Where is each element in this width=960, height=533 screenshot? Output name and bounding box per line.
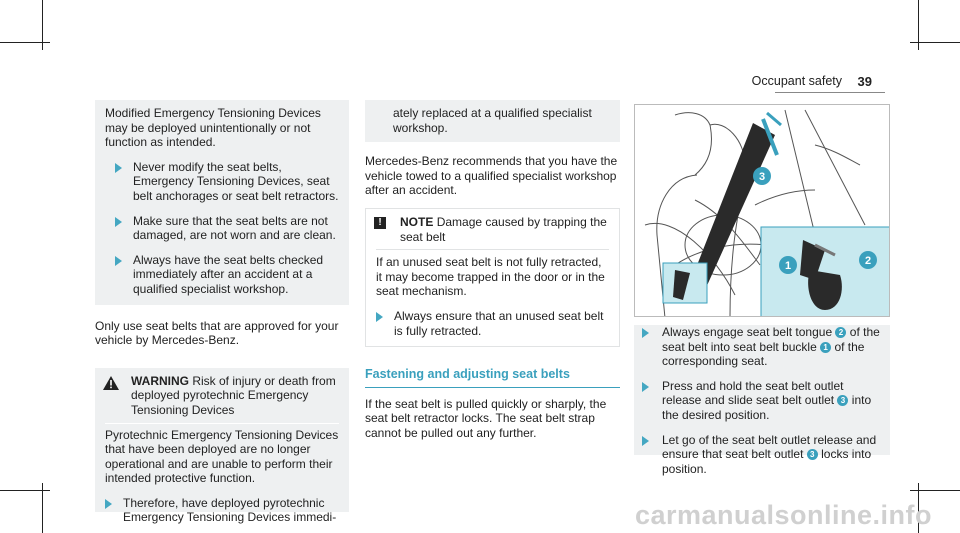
bullet-arrow-icon: [115, 256, 122, 266]
note-text: If an unused seat belt is not fully retracted, it may become trapped in the door or in the seat mechanism.: [376, 255, 605, 299]
warning-triangle-icon: [103, 376, 119, 390]
column-right: [634, 325, 890, 476]
warning-box: [95, 368, 349, 525]
seat-belt-illustration: [634, 104, 890, 317]
watermark: carmanualsonline.info: [634, 500, 932, 530]
callout-2: 2: [864, 255, 872, 267]
section-rule: [365, 387, 620, 388]
list-item: Let go of the seat belt outlet release and ensure that seat belt outlet 3 locks into position.: [634, 433, 880, 477]
info-box: [95, 100, 349, 305]
column-left: [95, 100, 349, 525]
seat-belt-drawing: [635, 105, 890, 317]
callout-3-inline: 3: [837, 395, 848, 406]
bullet-arrow-icon: [642, 328, 649, 338]
warning-label: WARNING: [131, 373, 189, 388]
bullet-arrow-icon: [105, 499, 112, 509]
note-header: [366, 215, 609, 244]
bullet-arrow-icon: [115, 163, 122, 173]
warning-header: [95, 374, 339, 418]
section-title: Fastening and adjusting seat belts: [365, 367, 570, 382]
list-item: Therefore, have deployed pyrotechnic Emergency Tensioning Devices immedi-: [105, 496, 339, 525]
body-paragraph: Only use seat belts that are approved for your vehicle by Mercedes-Benz.: [95, 318, 339, 348]
running-header: Occupant safety: [751, 74, 842, 88]
list-item: Always ensure that an unused seat belt is fully retracted.: [376, 309, 609, 338]
bullet-arrow-icon: [642, 436, 649, 446]
callout-3-inline: 3: [807, 449, 818, 460]
note-exclamation-icon: !: [374, 217, 386, 229]
callout-1: 1: [784, 260, 792, 272]
bullet-arrow-icon: [376, 312, 383, 322]
crop-mark: [918, 0, 919, 50]
warning-continued-text: ately replaced at a qualified specialist workshop.: [393, 106, 592, 135]
callout-3: 3: [758, 171, 766, 183]
bullet-arrow-icon: [642, 382, 649, 392]
page-number: 39: [857, 74, 872, 89]
section-text: If the seat belt is pulled quickly or sharply, the seat belt retractor locks. The seat belt strap cannot be pulled out any further.: [365, 396, 607, 440]
list-item: Always engage seat belt tongue 2 of the seat belt into seat belt buckle 1 of the corresponding seat.: [634, 325, 880, 369]
note-label: NOTE: [400, 214, 434, 229]
warning-heading: Risk of injury or death from deployed pyrotechnic Emergency Tensioning Devices: [131, 373, 336, 417]
crop-mark: [42, 0, 43, 50]
header-rule: [775, 92, 885, 93]
column-middle: [365, 100, 620, 441]
body-paragraph: Mercedes-Benz recommends that you have the vehicle towed to a qualified specialist workshop after an accident.: [365, 154, 618, 198]
bullet-arrow-icon: [115, 217, 122, 227]
list-item: Always have the seat belts checked immediately after an accident at a qualified specialist workshop.: [105, 253, 339, 297]
callout-2-inline: 2: [835, 327, 846, 338]
info-box-text: Modified Emergency Tensioning Devices may be deployed unintentionally or not function as intended.: [105, 106, 321, 150]
crop-mark: [42, 483, 43, 533]
warning-text: Pyrotechnic Emergency Tensioning Devices that have been deployed are no longer operational and are unable to perform their intended protective function.: [105, 427, 339, 486]
warning-continued-box: [365, 100, 620, 142]
list-item: Never modify the seat belts, Emergency Tensioning Devices, seat belt anchorages or seat belt retractors.: [105, 160, 339, 204]
instruction-box: [634, 325, 890, 476]
note-heading: Damage caused by trapping the seat belt: [400, 214, 607, 244]
note-box: [365, 208, 620, 347]
callout-1-inline: 1: [820, 342, 831, 353]
list-item: Make sure that the seat belts are not damaged, are not worn and are clean.: [105, 214, 339, 243]
list-item: Press and hold the seat belt outlet release and slide seat belt outlet 3 into the desired position.: [634, 379, 880, 423]
